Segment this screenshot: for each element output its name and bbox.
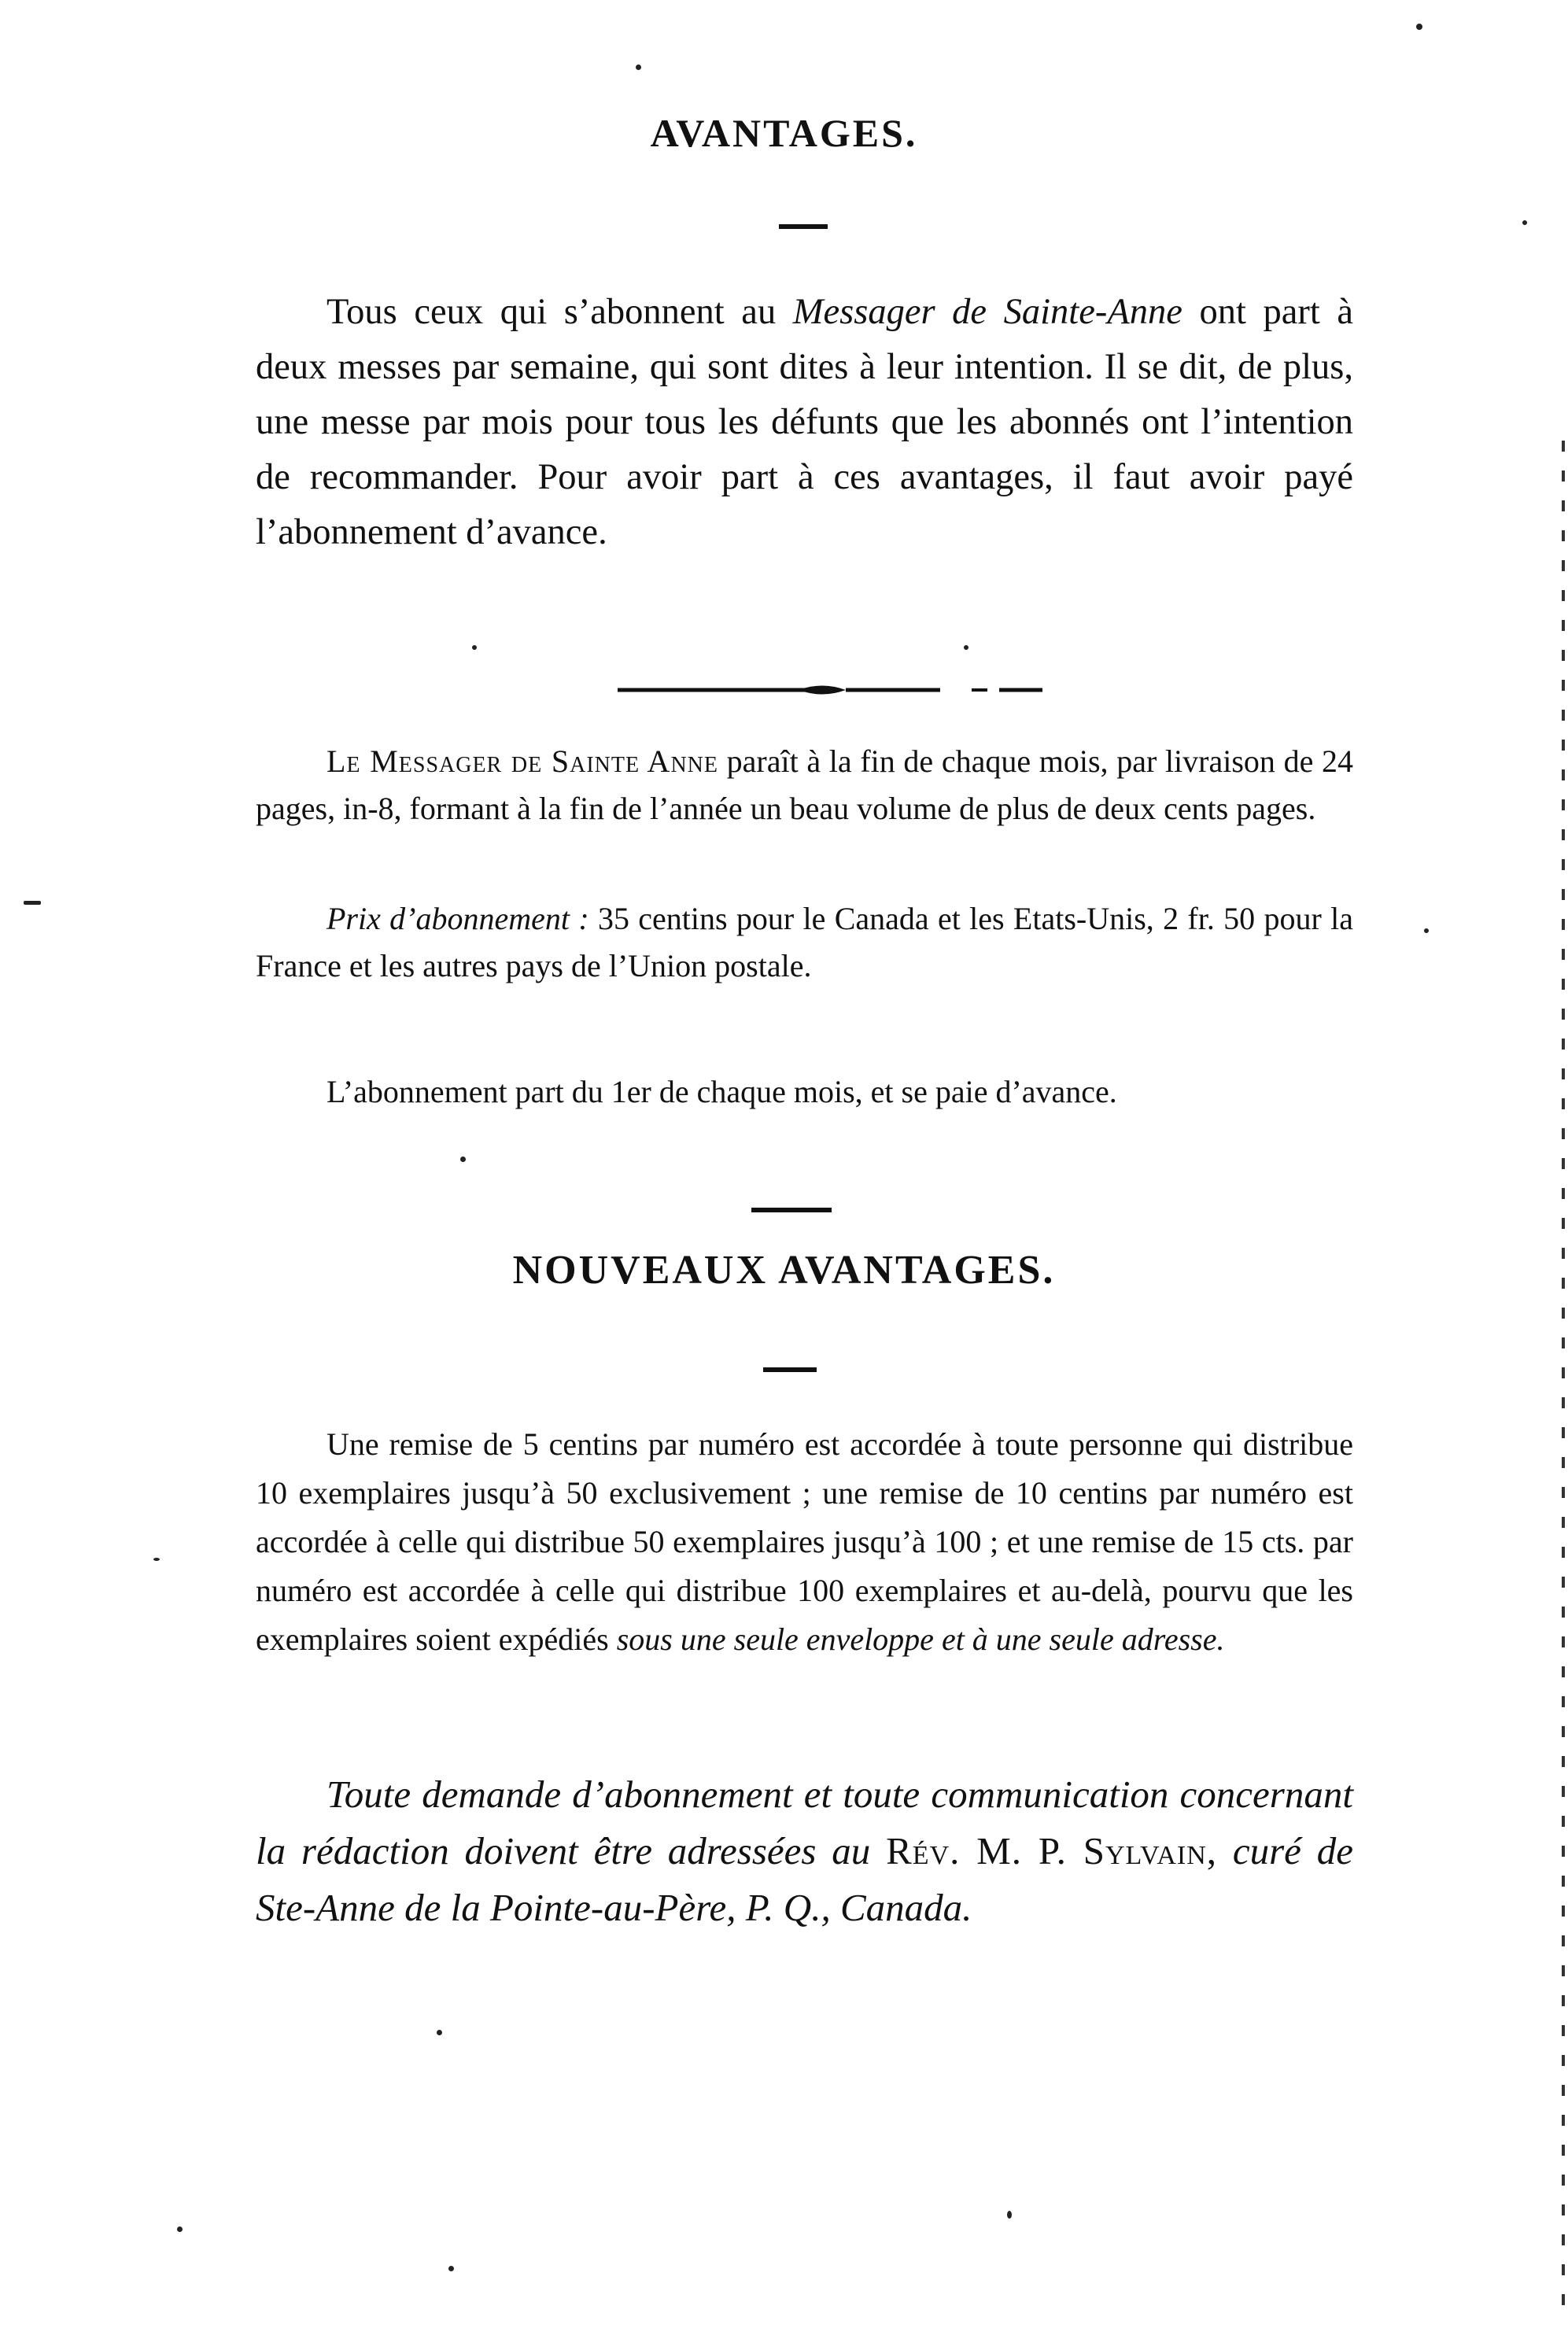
contact-intro: Toute demande d’abonnement et toute communication concernant la rédaction doivent être adressées au	[256, 1773, 1353, 1872]
contact-address: curé de Ste-Anne de la Pointe-au-Père, P. Q., Canada.	[256, 1829, 1353, 1929]
publication-name: Le Messager de Sainte Anne	[327, 743, 718, 779]
discount-condition: sous une seule enveloppe et à une seule adresse.	[616, 1621, 1225, 1657]
section-rule	[751, 1208, 832, 1212]
subscription-terms: L’abonnement part du 1er de chaque mois, et se paie d’avance.	[327, 1074, 1117, 1109]
paragraph-text-end: ont part à deux messes par semaine, qui sont dites à leur intention. Il se dit, de plus, une messe par mois pour tous les défunts que les abonnés ont l’intention de recommander. Pour avoir part à ces avantages, il faut avoir payé l’abonnement d’avance.	[256, 292, 1353, 552]
scan-speck	[437, 2030, 442, 2035]
notice-publication	[256, 738, 1353, 832]
scan-speck	[153, 1558, 160, 1561]
scan-speck	[24, 901, 41, 905]
scan-speck	[1416, 24, 1422, 30]
scan-speck	[448, 2266, 454, 2271]
notice-price	[256, 895, 1353, 990]
scan-speck	[636, 65, 641, 70]
scan-speck	[964, 645, 968, 650]
discount-terms: Une remise de 5 centins par numéro est accordée à toute personne qui distribue 10 exemplaires jusqu’à 50 exclusivement ; une remise de 10 centins par numéro est accordée à celle qui distribue 50 exemplaires jusqu’à 100 ; et une remise de 15 cts. par numéro est accordée à celle qui distribue 100 exemplaires et au-delà, pourvu que les exemplaires soient expédiés	[256, 1426, 1353, 1657]
avantages-paragraph	[256, 285, 1353, 560]
scan-speck	[460, 1157, 466, 1162]
heading-rule	[763, 1367, 817, 1372]
publication-title: Messager de Sainte-Anne	[792, 292, 1182, 332]
contact-name: Rév. M. P. Sylvain,	[886, 1829, 1218, 1872]
scan-speck	[1007, 2211, 1012, 2219]
notice-subscription	[256, 1068, 1353, 1116]
publication-details: paraît à la fin de chaque mois, par livraison de 24 pages, in-8, formant à la fin de l’année un beau volume de plus de deux cents pages.	[256, 743, 1354, 826]
contact-paragraph	[256, 1766, 1353, 1936]
scan-speck	[1424, 928, 1429, 933]
paragraph-text-start: Tous ceux qui s’abonnent au	[327, 292, 793, 332]
section-heading-nouveaux-avantages: NOUVEAUX AVANTAGES.	[512, 1248, 1056, 1293]
section-heading-avantages: AVANTAGES.	[650, 111, 918, 155]
scan-speck	[472, 645, 477, 650]
ornamental-divider	[618, 678, 1042, 702]
scan-speck	[177, 2226, 183, 2232]
heading-rule	[779, 224, 828, 229]
nouveaux-avantages-paragraph	[256, 1420, 1353, 1664]
scan-speck	[1522, 220, 1527, 225]
page-edge-artifact	[1562, 441, 1565, 2313]
price-label: Prix d’abonnement :	[327, 901, 589, 936]
price-details: 35 centins pour le Canada et les Etats-Unis, 2 fr. 50 pour la France et les autres pays de l’Union postale.	[256, 901, 1354, 983]
